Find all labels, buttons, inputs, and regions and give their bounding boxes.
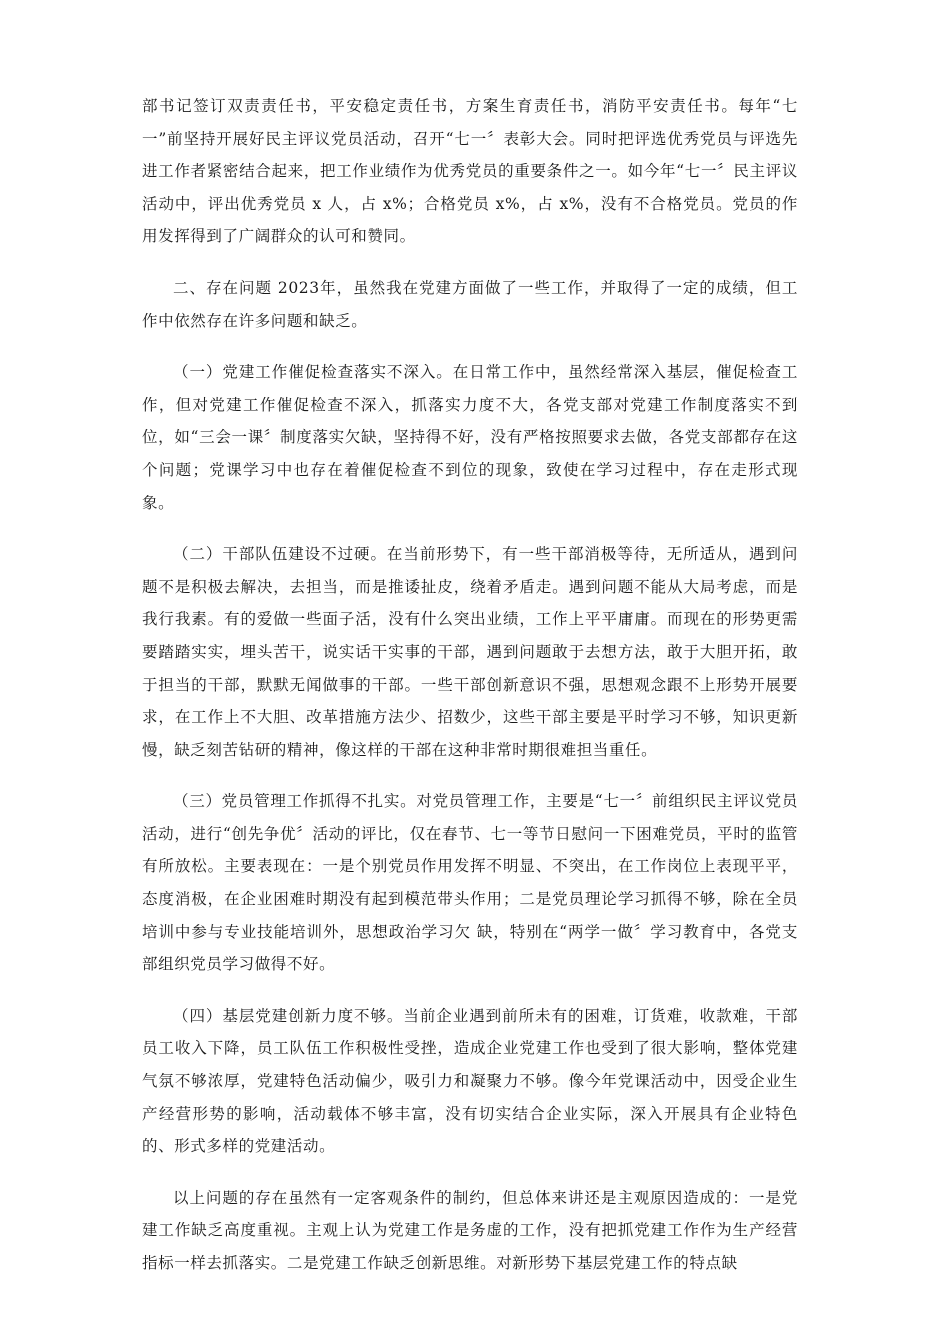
paragraph-existing-problems-intro: 二、存在问题 2023年，虽然我在党建方面做了一些工作，并取得了一定的成绩，但工作中依然存在许多问题和缺乏。 xyxy=(142,278,798,330)
paragraph-problem-2-cadre-team: （二）干部队伍建设不过硬。在当前形势下，有一些干部消极等待，无所适从，遇到问题不是积极去解决，去担当，而是推诿扯皮，绕着矛盾走。遇到问题不能从大局考虑，而是我行我素。有的爱做一些面子活，没有什么突出业绩，工作上平平庸庸。而现在的形势更需要踏踏实实，埋头苦干，说实话干实事的干部，遇到问题敢于去想方法，敢于大胆开拓，敢于担当的干部，默默无闻做事的干部。一些干部创新意识不强，思想观念跟不上形势开展要求，在工作上不大胆、改革措施方法少、招数少，这些干部主要是平时学习不够，知识更新慢，缺乏刻苦钻研的精神，像这样的干部在这种非常时期很难担当重任。 xyxy=(142,545,798,759)
paragraph-problem-3-member-management: （三）党员管理工作抓得不扎实。对党员管理工作，主要是“七一〞前组织民主评议党员活动，进行“创先争优〞活动的评比，仅在春节、七一等节日慰问一下困难党员，平时的监管有所放松。主要表现在：一是个别党员作用发挥不明显、不突出，在工作岗位上表现平平，态度消极，在企业困难时期没有起到模范带头作用；二是党员理论学习抓得不够，除在全员培训中参与专业技能培训外，思想政治学习欠 缺，特别在“两学一做〞学习教育中，各党支部组织党员学习做得不好。 xyxy=(142,792,798,974)
paragraph-responsibility-letters: 部书记签订双责责任书，平安稳定责任书，方案生育责任书，消防平安责任书。每年“七一”前坚持开展好民主评议党员活动，召开“七一〞表彰大会。同时把评选优秀党员与评选先进工作者紧密结合起来，把工作业绩作为优秀党员的重要条件之一。如今年“七一〞民主评议活动中，评出优秀党员 x 人，占 x%；合格党员 x%，占 x%，没有不合格党员。党员的作用发挥得到了广阔群众的认可和赞同。 xyxy=(142,97,798,246)
paragraph-problem-4-innovation: （四）基层党建创新力度不够。当前企业遇到前所未有的困难，订货难，收款难，干部员工收入下降，员工队伍工作积极性受挫，造成企业党建工作也受到了很大影响，整体党建气氛不够浓厚，党建特色活动偏少，吸引力和凝聚力不够。像今年党课活动中，因受企业生产经营形势的影响，活动载体不够丰富，没有切实结合企业实际，深入开展具有企业特色的、形式多样的党建活动。 xyxy=(142,1006,798,1156)
paragraph-root-causes: 以上问题的存在虽然有一定客观条件的制约，但总体来讲还是主观原因造成的：一是党建工作缺乏高度重视。主观上认为党建工作是务虚的工作，没有把抓党建工作作为生产经营指标一样去抓落实。二是党建工作缺乏创新思维。对新形势下基层党建工作的特点缺 xyxy=(142,1188,798,1272)
document-body xyxy=(142,90,798,1299)
paragraph-problem-1-supervision: （一）党建工作催促检查落实不深入。在日常工作中，虽然经常深入基层，催促检查工作，但对党建工作催促检查不深入，抓落实力度不大，各党支部对党建工作制度落实不到位，如“三会一课〞制度落实欠缺，坚持得不好，没有严格按照要求去做，各党支部都存在这个问题；党课学习中也存在着催促检查不到位的现象，致使在学习过程中，存在走形式现象。 xyxy=(142,363,798,512)
